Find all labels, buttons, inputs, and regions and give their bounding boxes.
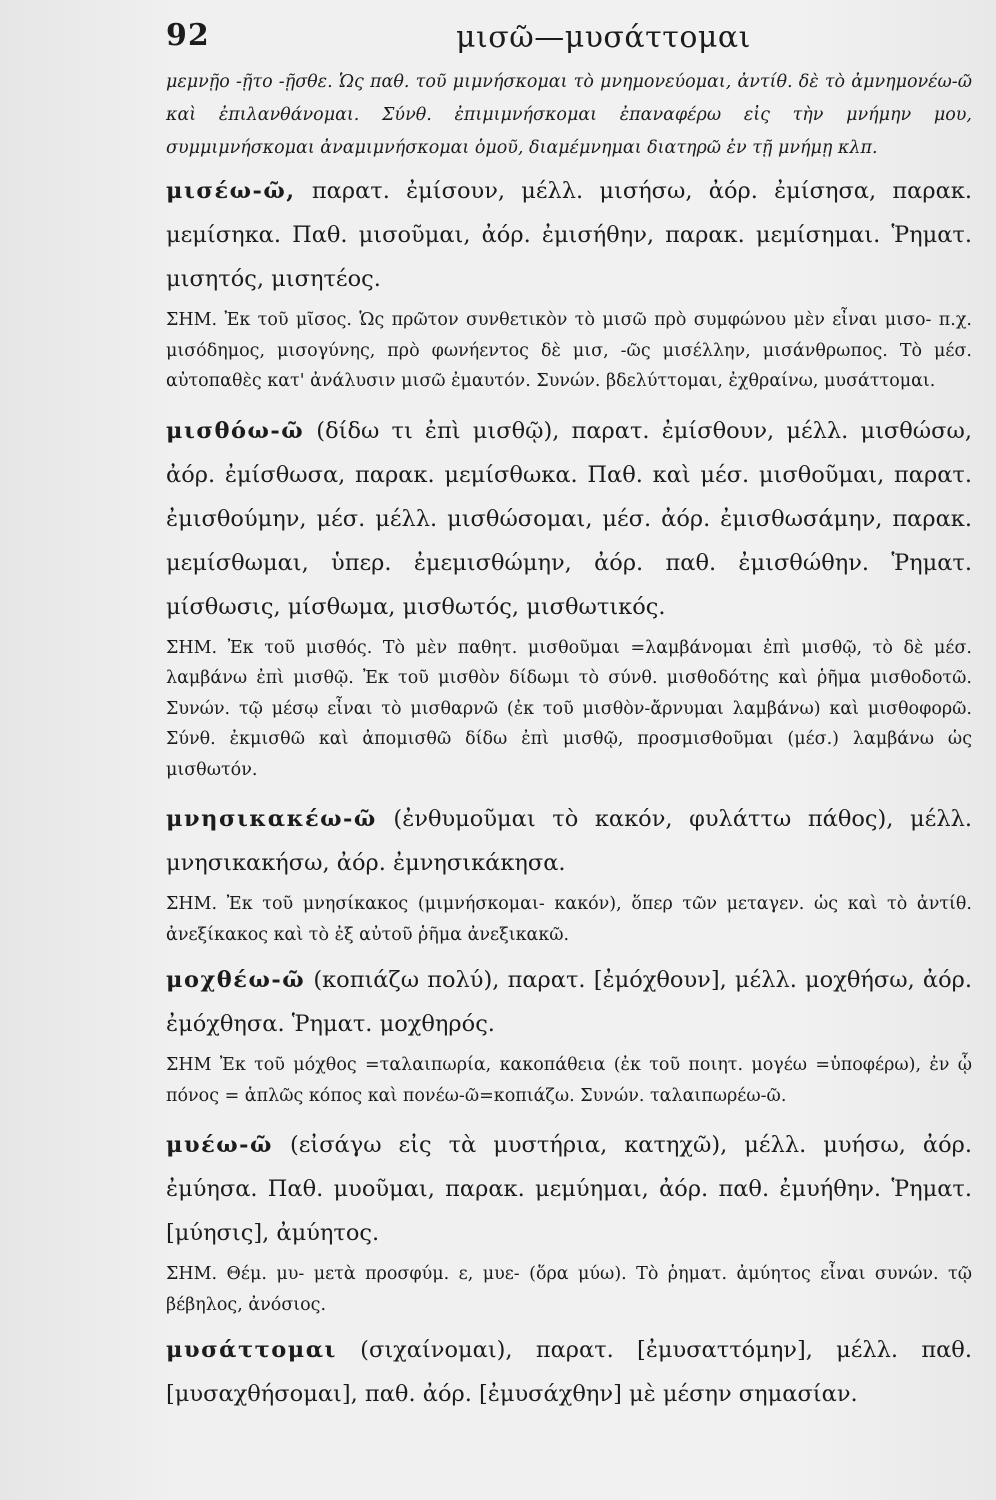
- running-head: μισῶ—μυσάττομαι: [456, 20, 751, 55]
- entry-line: [166, 797, 972, 885]
- entry-note: ΣΗΜ. Ἐκ τοῦ μνησίκακος (μιμνήσκομαι- κακόν), ὅπερ τῶν μεταγεν. ὡς καὶ τὸ ἀντίθ. ἀνεξίκακος καὶ τὸ ἐξ αὐτοῦ ῥῆμα ἀνεξικακῶ.: [166, 894, 972, 945]
- entry-body: παρατ. ἐμίσουν, μέλλ. μισήσω, ἀόρ. ἐμίσησα, παρακ. μεμίσηκα. Παθ. μισοῦμαι, ἀόρ. ἐμισήθην, παρακ. μεμίσημαι. Ῥηματ. μισητός, μισητέος.: [166, 178, 972, 292]
- entry-line: [166, 409, 972, 629]
- headword: μισθόω-ῶ: [166, 417, 305, 444]
- headword: μυέω-ῶ: [166, 1132, 273, 1158]
- entry-mysattomai: [166, 1328, 972, 1416]
- entry-note: ΣΗΜ Ἐκ τοῦ μόχθος =ταλαιπωρία, κακοπάθεια (ἐκ τοῦ ποιητ. μογέω =ὑποφέρω), ἐν ᾧ πόνος = ἁπλῶς κόπος καὶ πονέω-ῶ=κοπιάζω. Συνών. ταλαιπωρέω-ῶ.: [166, 1055, 972, 1106]
- entry-line: [166, 958, 972, 1046]
- entry-note: ΣΗΜ. Ἐκ τοῦ μισθός. Τὸ μὲν παθητ. μισθοῦμαι =λαμβάνομαι ἐπὶ μισθῷ, τὸ δὲ μέσ. λαμβάνω ἐπὶ μισθῷ. Ἐκ τοῦ μισθὸν δίδωμι τὸ σύνθ. μισθοδότης καὶ ῥῆμα μισθοδοτῶ. Συνών. τῷ μέσῳ εἶναι τὸ μισθαρνῶ (ἐκ τοῦ μισθὸν-ἄρνυμαι λαμβάνω) καὶ μισθοφορῶ. Σύνθ. ἐκμισθῶ καὶ ἀπομισθῶ δίδω ἐπὶ μισθῷ, προσμισθοῦμαι (μέσ.) λαμβάνω ὡς μισθωτόν.: [166, 637, 972, 780]
- headword: μνησικακέω-ῶ: [166, 806, 377, 832]
- entry-mochthew: [166, 958, 972, 1111]
- entry-misthow: [166, 409, 972, 786]
- headword: μοχθέω-ῶ: [166, 967, 306, 993]
- entry-line: [166, 169, 972, 301]
- entry-body: (κοπιάζω πολύ), παρατ. [ἐμόχθουν], μέλλ. μοχθήσω, ἀόρ. ἐμόχθησα. Ῥηματ. μοχθηρός.: [166, 967, 972, 1037]
- headword: μυσάττομαι: [166, 1337, 337, 1363]
- entry-misew: [166, 169, 972, 397]
- entry-body: (σιχαίνομαι), παρατ. [ἐμυσαττόμην], μέλλ. παθ. [μυσαχθήσομαι], παθ. ἀόρ. [ἐμυσάχθην] μὲ μέσην σημασίαν.: [166, 1337, 972, 1407]
- entry-body: (δίδω τι ἐπὶ μισθῷ), παρατ. ἐμίσθουν, μέλλ. μισθώσω, ἀόρ. ἐμίσθωσα, παρακ. μεμίσθωκα. Παθ. καὶ μέσ. μισθοῦμαι, παρατ. ἐμισθούμην, μέσ. μέλλ. μισθώσομαι, μέσ. ἀόρ. ἐμισθωσάμην, παρακ. μεμίσθωμαι, ὑπερ. ἐμεμισθώμην, ἀόρ. παθ. ἐμισθώθην. Ῥηματ. μίσθωσις, μίσθωμα, μισθωτός, μισθωτικός.: [166, 417, 972, 620]
- page-header: [166, 14, 972, 66]
- entry-mnesikakew: [166, 797, 972, 950]
- entry-note: ΣΗΜ. Θέμ. μυ- μετὰ προσφύμ. ε, μυε- (ὅρα μύω). Τὸ ῥηματ. ἀμύητος εἶναι συνών. τῷ βέβηλος, ἀνόσιος.: [166, 1264, 972, 1315]
- page-number: 92: [166, 18, 210, 53]
- entry-myew: [166, 1123, 972, 1320]
- headword: μισέω-ῶ,: [166, 178, 296, 204]
- entry-line: [166, 1328, 972, 1416]
- entry-body: (ἐνθυμοῦμαι τὸ κακόν, φυλάττω πάθος), μέλλ. μνησικακήσω, ἀόρ. ἐμνησικάκησα.: [166, 806, 972, 876]
- continued-note: μεμνῇο -ῇτο -ῇσθε. Ὡς παθ. τοῦ μιμνήσκομαι τὸ μνημονεύομαι, ἀντίθ. δὲ τὸ ἀμνημονέω-ῶ καὶ ἐπιλανθάνομαι. Σύνθ. ἐπιμιμνήσκομαι ἐπαναφέρω εἰς τὴν μνήμην μου, συμμιμνήσκομαι ἀναμιμνήσκομαι ὁμοῦ, διαμέμνημαι διατηρῶ ἐν τῇ μνήμῃ κλπ.: [166, 72, 972, 158]
- entry-note: ΣΗΜ. Ἐκ τοῦ μῖσος. Ὡς πρῶτον συνθετικὸν τὸ μισῶ πρὸ συμφώνου μὲν εἶναι μισο- π.χ. μισόδημος, μισογύνης, πρὸ φωνήεντος δὲ μισ, -ῶς μισέλλην, μισάνθρωπος. Τὸ μέσ. αὐτοπαθὲς κατ' ἀνάλυσιν μισῶ ἐμαυτόν. Συνών. βδελύττομαι, ἐχθραίνω, μυσάττομαι.: [166, 310, 972, 391]
- entry-body: (εἰσάγω εἰς τὰ μυστήρια, κατηχῶ), μέλλ. μυήσω, ἀόρ. ἐμύησα. Παθ. μυοῦμαι, παρακ. μεμύημαι, ἀόρ. παθ. ἐμυήθην. Ῥηματ. [μύησις], ἀμύητος.: [166, 1132, 972, 1246]
- entry-line: [166, 1123, 972, 1255]
